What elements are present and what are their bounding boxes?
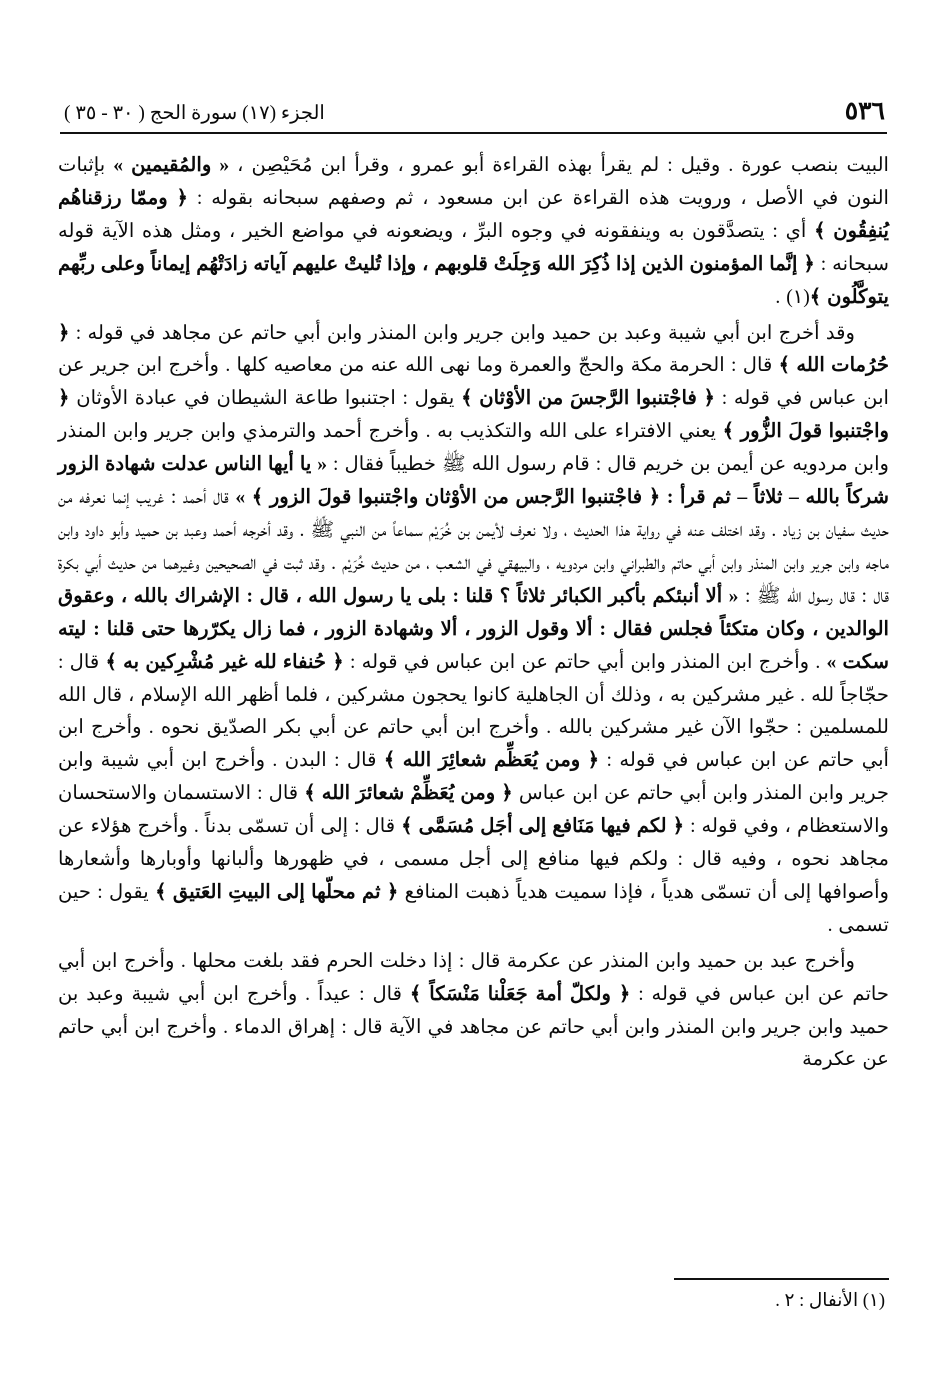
body-paragraph (58, 946, 889, 1078)
page-body (58, 150, 889, 1077)
page-header (58, 96, 889, 126)
text-run: قال : حجّاجاً لله . غير مشركين به ، وذلك أن الجاهلية كانوا يحجون مشركين ، فلما أظهر الله الإسلام ، قال الله للمسلمين : حجّوا الآن غير مشركين بالله . وأخرج ابن أبي حاتم عن أبي بكر الصدّيق نحوه . وأخرج ابن أبي حاتم عن ابن عباس في قوله : (58, 651, 889, 772)
text-run: . وأخرج ابن المنذر وابن أبي حاتم عن ابن عباس في قوله : (343, 651, 827, 673)
quoted-text-run: « ألا أنبئكم بأكبر الكبائر ثلاثاً ؟ قلنا : بلى يا رسول الله ، قال : الإشراك بالله ، وعقوق الوالدين ، وكان متكئاً فجلس فقال : ألا وقول الزور ، ألا وشهادة الزور ، فما زال يكرّرها حتى قلنا : ليته سكت » (58, 585, 889, 673)
text-run: قال أحمد : غريب إنما نعرفه من حديث سفيان بن زياد . وقد اختلف عنه في رواية هذا الحديث ، ولا نعرف لأيمن بن خُرَيْم سماعاً من النبي ﷺ . وقد أخرجه أحمد وعبد بن حميد وأبو داود وابن ماجه وابن جرير وابن المنذر وابن أبي حاتم والطبراني وابن مردويه ، والبيهقي في الشعب ، من حديث خُرَيْم . وقد ثبت في الصحيحين وغيرهما من حديث أبي بكرة قال : قال رسول الله ﷺ : (58, 487, 890, 607)
quoted-text-run: ﴿ ولكلّ أمة جَعَلْنا مَنْسَكاً ﴾ (409, 983, 631, 1005)
text-run: قال : عيداً . وأخرج ابن أبي شيبة وعبد بن حميد وابن جرير وابن المنذر وابن أبي حاتم عن مجاهد في الآية قال : إهراق الدماء . وأخرج ابن أبي حاتم عن عكرمة (58, 983, 889, 1071)
text-run: قال : البدن . وأخرج ابن أبي شيبة وابن جرير وابن المنذر وابن أبي حاتم عن ابن عباس (58, 750, 890, 805)
quoted-text-run: ﴿ فاجْتنبوا الرَّجسَ من الأوْثان ﴾ (461, 388, 715, 410)
header-divider (60, 132, 887, 134)
text-run: قال : الحرمة مكة والحجّ والعمرة وما نهى الله عنه من معاصيه كلها . وأخرج ابن جرير عن ابن عباس في قوله : (58, 355, 889, 410)
header-chapter-title: الجزء (١٧) سورة الحج ( ٣٠ - ٣٥ ) (64, 103, 325, 124)
footnote-divider (674, 1278, 889, 1280)
text-run: يقول : حين تسمى . (58, 881, 889, 936)
body-paragraph (58, 318, 889, 943)
quoted-text-run: ﴿ إنَّما المؤمنون الذين إذا ذُكِرَ الله وَجِلَتْ قلوبهم ، وإذا تُليتْ عليهم آياته زادَتْهُم إيماناً وعلى ربِّهم يتوكَّلُون ﴾ (58, 253, 889, 308)
quoted-text-run: ﴿ حُنفاء لله غير مُشْرِكين به ﴾ (105, 651, 344, 673)
text-run: يعني الافتراء على الله والتكذيب به . وأخرج أحمد والترمذي وابن جرير وابن المنذر وابن مردويه عن أيمن بن خريم قال : قام رسول الله ﷺ خطيباً فقال : (58, 421, 889, 476)
footnote-area (58, 1278, 889, 1312)
quoted-text-run: « والمُقيمين » (113, 155, 230, 176)
quoted-text-run: ﴿ ومن يُعَظِّم شعائِرَ الله ﴾ (383, 750, 600, 772)
quoted-text-run: ﴿ ثم محلّها إلى البيتِ العَتيق ﴾ (155, 881, 399, 903)
text-run: بإثبات النون في الأصل ، ورويت هذه القراءة عن ابن مسعود ، ثم وصفهم سبحانه بقوله : (58, 155, 889, 209)
text-run: البيت بنصب عورة . وقيل : لم يقرأ بهذه القراءة أبو عمرو ، وقرأ ابن مُحَيْصِن ، (229, 155, 890, 176)
text-run: قال : الاستسمان والاستحسان والاستعظام ، وفي قوله : (58, 783, 890, 838)
page-number: ٥٣٦ (844, 98, 885, 125)
text-run: وأخرج عبد بن حميد وابن المنذر عن عكرمة قال : إذا دخلت الحرم فقد بلغت محلها . وأخرج ابن أبي حاتم عن ابن عباس في قوله : (58, 950, 889, 1005)
body-paragraph (58, 150, 889, 315)
footnote-text: (١) الأنفال : ٢ . (775, 1291, 885, 1311)
quoted-text-run: ﴿ ومن يُعَظِّمْ شعائرَ الله ﴾ (304, 783, 513, 805)
quoted-text-run: ﴿ واجْتنبوا قولَ الزُّور ﴾ (58, 388, 889, 443)
quoted-text-run: ﴿ لكم فيها مَنَافع إلى أجَل مُسَمَّى ﴾ (401, 816, 685, 838)
text-run: قال : إلى أن تسمّى بدناً . وأخرج هؤلاء عن مجاهد نحوه ، وفيه قال : ولكم فيها منافع إلى أجل مسمى ، في ظهورها وألبانها وأوبارها وأشعارها وأصوافها إلى أن تسمّى هدياً ، فإذا سميت هدياً ذهبت المنافع (58, 816, 889, 903)
quoted-text-run: ﴿ وممّا رزقناهُم يُنفِقُون ﴾ (58, 187, 889, 242)
paragraph-list (58, 150, 889, 1077)
text-run: (١) . (775, 286, 810, 308)
quoted-text-run: « يا أيها الناس عدلت شهادة الزور شركاً بالله – ثلاثاً – ثم قرأ : ﴿ فاجْتنبوا الرَّجس من الأوْثان واجْتنبوا قولَ الزور ﴾ » (58, 454, 889, 509)
text-run: يقول : اجتنبوا طاعة الشيطان في عبادة الأوثان (69, 388, 462, 410)
text-run: وقد أخرج ابن أبي شيبة وعبد بن حميد وابن جرير وابن المنذر وابن أبي حاتم عن مجاهد في قوله : (69, 322, 855, 344)
quoted-text-run: ﴿ حُرُمات الله ﴾ (58, 322, 889, 377)
text-run: أي : يتصدَّقون به وينفقونه في وجوه البرِّ ، ويضعونه في مواضع الخير ، ومثل هذه الآية قوله سبحانه : (58, 220, 889, 275)
